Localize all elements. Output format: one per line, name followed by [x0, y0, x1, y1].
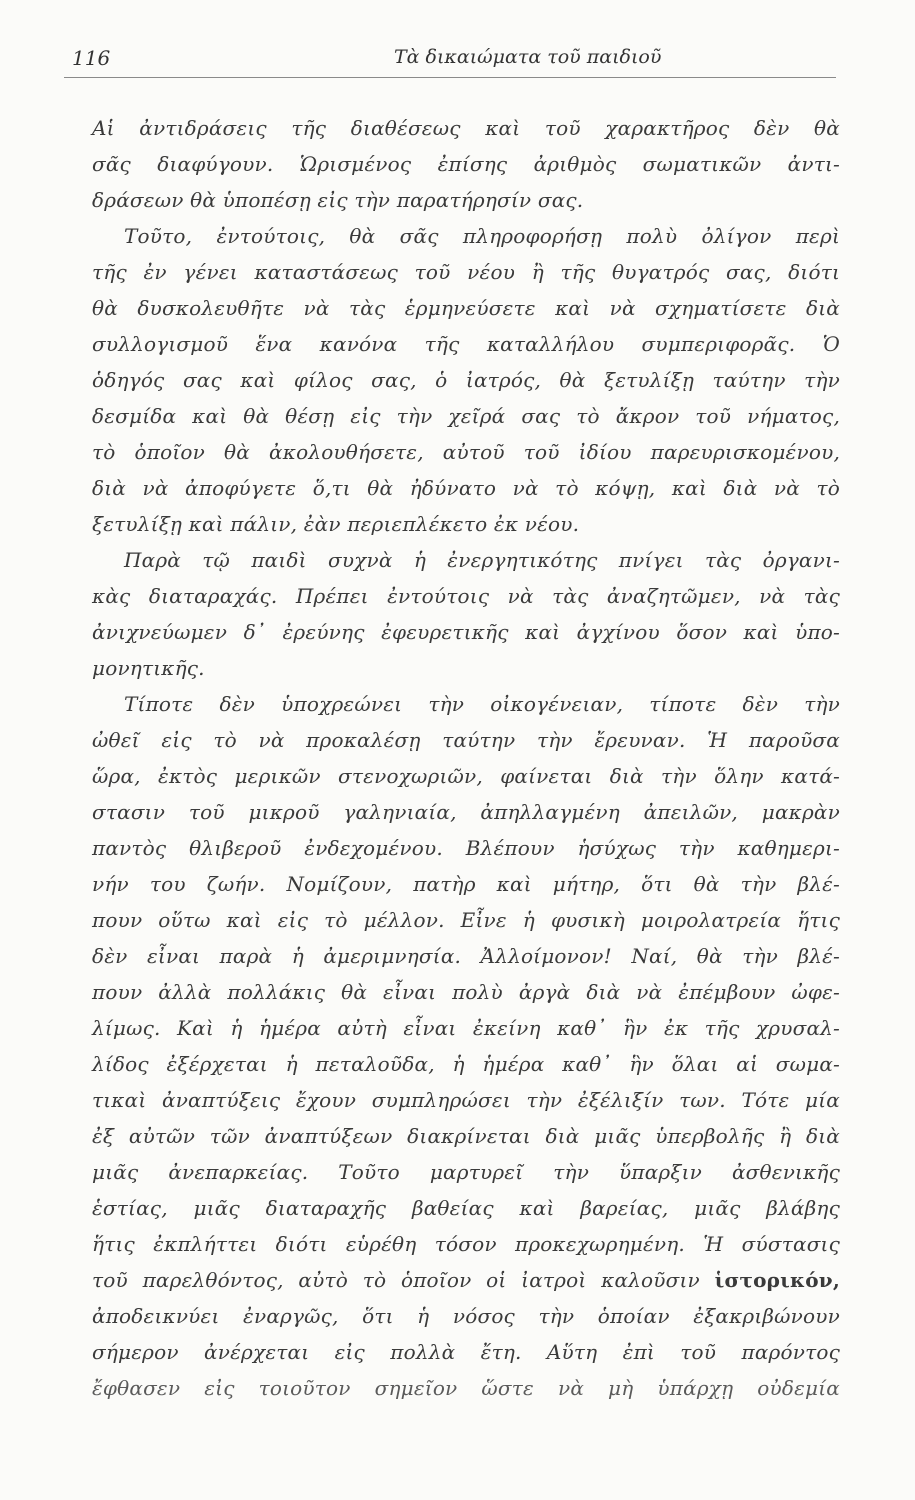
text-line: δὲν εἶναι παρὰ ἡ ἀμεριμνησία. Ἀλλοίμονον! Ναί, θὰ τὴν βλέ- — [92, 944, 840, 968]
text-line-with-emphasis — [92, 1262, 840, 1298]
text-line: Τοῦτο, ἐντούτοις, θὰ σᾶς πληροφορήσῃ πολὺ ὀλίγον περὶ — [124, 224, 840, 248]
text-line: Παρὰ τῷ παιδὶ συχνὰ ἡ ἐνεργητικότης πνίγει τὰς ὀργανι- — [124, 548, 840, 572]
text-line-part: τοῦ παρελθόντος, αὐτὸ τὸ ὁποῖον οἱ ἰατροὶ καλοῦσιν — [92, 1268, 700, 1292]
text-line: σήμερον ἀνέρχεται εἰς πολλὰ ἔτη. Αὕτη ἐπὶ τοῦ παρόντος — [92, 1340, 840, 1364]
text-line: Αἱ ἀντιδράσεις τῆς διαθέσεως καὶ τοῦ χαρακτῆρος δὲν θὰ — [92, 116, 840, 140]
running-title: Τὰ δικαιώματα τοῦ παιδιοῦ — [394, 46, 662, 68]
text-line: μιᾶς ἀνεπαρκείας. Τοῦτο μαρτυρεῖ τὴν ὕπαρξιν ἀσθενικῆς — [92, 1160, 840, 1184]
text-line: πουν οὕτω καὶ εἰς τὸ μέλλον. Εἶνε ἡ φυσικὴ μοιρολατρεία ἥτις — [92, 908, 840, 932]
text-line: ὠθεῖ εἰς τὸ νὰ προκαλέσῃ ταύτην τὴν ἔρευναν. Ἡ παροῦσα — [92, 728, 840, 752]
page-number: 116 — [72, 46, 111, 70]
text-line: ἀποδεικνύει ἐναργῶς, ὅτι ἡ νόσος τὴν ὁποίαν ἐξακριβώνουν — [92, 1304, 840, 1328]
text-line: τικαὶ ἀναπτύξεις ἔχουν συμπληρώσει τὴν ἐξέλιξίν των. Τότε μία — [92, 1088, 840, 1112]
text-line: κὰς διαταραχάς. Πρέπει ἐντούτοις νὰ τὰς ἀναζητῶμεν, νὰ τὰς — [92, 584, 840, 608]
text-line: ὥρα, ἐκτὸς μερικῶν στενοχωριῶν, φαίνεται διὰ τὴν ὅλην κατά- — [92, 764, 840, 788]
page-header — [64, 44, 836, 76]
text-line: παντὸς θλιβεροῦ ἐνδεχομένου. Βλέπουν ἡσύχως τὴν καθημερι- — [92, 836, 840, 860]
text-line: ὁδηγός σας καὶ φίλος σας, ὁ ἰατρός, θὰ ξετυλίξῃ ταύτην τὴν — [92, 368, 840, 392]
text-line: πουν ἀλλὰ πολλάκις θὰ εἶναι πολὺ ἀργὰ διὰ νὰ ἐπέμβουν ὠφε- — [92, 980, 840, 1004]
text-line: διὰ νὰ ἀποφύγετε ὅ,τι θὰ ἠδύνατο νὰ τὸ κόψῃ, καὶ διὰ νὰ τὸ — [92, 476, 840, 500]
text-line: Τίποτε δὲν ὑποχρεώνει τὴν οἰκογένειαν, τίποτε δὲν τὴν — [124, 692, 840, 716]
text-line: δεσμίδα καὶ θὰ θέσῃ εἰς τὴν χεῖρά σας τὸ ἄκρον τοῦ νήματος, — [92, 404, 840, 428]
text-line: λίδος ἐξέρχεται ἡ πεταλοῦδα, ἡ ἡμέρα καθ᾽ ἣν ὅλαι αἱ σωμα- — [92, 1052, 840, 1076]
text-line: ἀνιχνεύωμεν δ᾽ ἐρεύνης ἐφευρετικῆς καὶ ἀγχίνου ὅσον καὶ ὑπο- — [92, 620, 840, 644]
text-line: ἑστίας, μιᾶς διαταραχῆς βαθείας καὶ βαρείας, μιᾶς βλάβης — [92, 1196, 840, 1220]
text-line: θὰ δυσκολευθῆτε νὰ τὰς ἑρμηνεύσετε καὶ νὰ σχηματίσετε διὰ — [92, 296, 840, 320]
text-line: ἥτις ἐκπλήττει διότι εὑρέθη τόσον προκεχωρημένη. Ἡ σύστασις — [92, 1232, 840, 1256]
text-line: συλλογισμοῦ ἕνα κανόνα τῆς καταλλήλου συμπεριφορᾶς. Ὁ — [92, 332, 840, 356]
header-rule — [64, 77, 836, 78]
text-line: νήν του ζωήν. Νομίζουν, πατὴρ καὶ μήτηρ, ὅτι θὰ τὴν βλέ- — [92, 872, 840, 896]
text-line: λίμως. Καὶ ἡ ἡμέρα αὐτὴ εἶναι ἐκείνη καθ᾽ ἣν ἐκ τῆς χρυσαλ- — [92, 1016, 840, 1040]
text-line: σᾶς διαφύγουν. Ὡρισμένος ἐπίσης ἀριθμὸς σωματικῶν ἀντι- — [92, 152, 840, 176]
text-line: τῆς ἐν γένει καταστάσεως τοῦ νέου ἢ τῆς θυγατρός σας, διότι — [92, 260, 840, 284]
text-line: ἔφθασεν εἰς τοιοῦτον σημεῖον ὥστε νὰ μὴ ὑπάρχῃ οὐδεμία — [92, 1376, 840, 1400]
text-line: ξετυλίξῃ καὶ πάλιν, ἐὰν περιεπλέκετο ἐκ νέου. — [92, 512, 580, 536]
text-line: μονητικῆς. — [92, 656, 205, 680]
text-line: στασιν τοῦ μικροῦ γαληνιαία, ἀπηλλαγμένη ἀπειλῶν, μακρὰν — [92, 800, 840, 824]
bold-term: ἱστορικόν, — [714, 1268, 840, 1292]
text-line: δράσεων θὰ ὑποπέσῃ εἰς τὴν παρατήρησίν σας. — [92, 188, 584, 212]
text-line: τὸ ὁποῖον θὰ ἀκολουθήσετε, αὐτοῦ τοῦ ἰδίου παρευρισκομένου, — [92, 440, 840, 464]
body-text — [92, 110, 840, 1480]
text-line: ἐξ αὐτῶν τῶν ἀναπτύξεων διακρίνεται διὰ μιᾶς ὑπερβολῆς ἢ διὰ — [92, 1124, 840, 1148]
